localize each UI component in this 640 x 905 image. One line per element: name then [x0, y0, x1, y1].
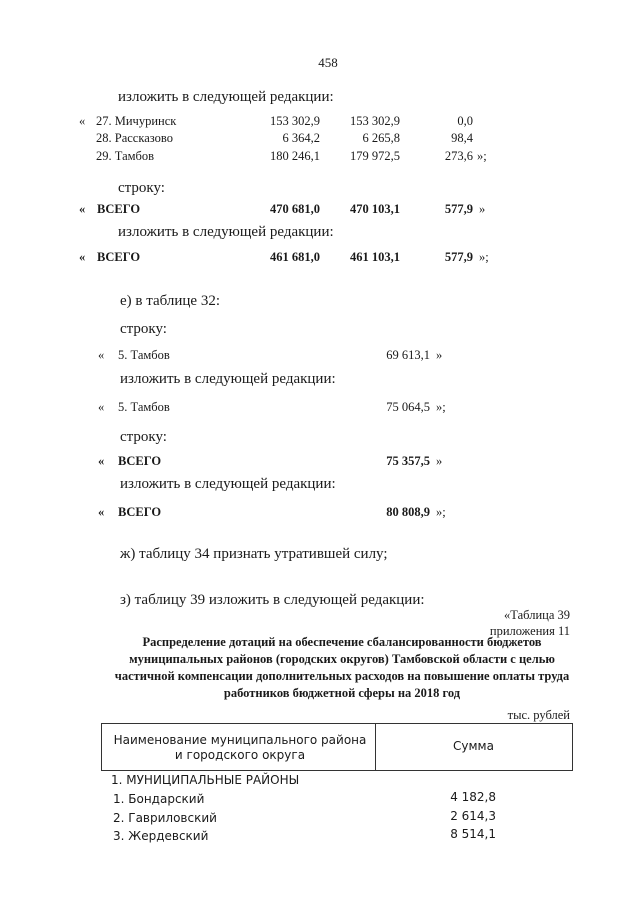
open-quote: «: [79, 114, 86, 128]
row-value-2: 461 103,1: [350, 250, 400, 264]
close-quote: »;: [479, 250, 489, 264]
line-label: строку:: [120, 321, 167, 337]
row-value-2: 470 103,1: [350, 202, 400, 216]
row-value-2: 153 302,9: [350, 114, 400, 128]
line-label: строку:: [120, 429, 167, 445]
open-quote: «: [98, 348, 105, 362]
district-name: 2. Гавриловский: [113, 811, 217, 825]
amend-intro: изложить в следующей редакции:: [120, 476, 336, 492]
row-label: ВСЕГО: [97, 202, 141, 216]
section-zh: ж) таблицу 34 признать утратившей силу;: [120, 546, 388, 562]
amend-intro: изложить в следующей редакции:: [118, 224, 334, 240]
column-header-name: Наименование муниципального района и городского округа: [113, 733, 367, 762]
open-quote: «: [79, 202, 86, 216]
row-value: 69 613,1: [386, 348, 430, 362]
row-value-3: 0,0: [457, 114, 473, 128]
row-label: ВСЕГО: [118, 505, 162, 519]
row-value: 75 064,5: [386, 400, 430, 414]
row-label: 28. Рассказово: [96, 131, 173, 145]
district-sum: 4 182,8: [450, 790, 496, 804]
section-e-heading: е) в таблице 32:: [120, 293, 221, 309]
open-quote: «: [98, 454, 105, 468]
close-quote: »;: [436, 400, 446, 414]
row-value-3: 577,9: [444, 202, 473, 216]
row-value-1: 180 246,1: [270, 149, 320, 163]
row-value-2: 6 265,8: [362, 131, 400, 145]
close-quote: »;: [436, 505, 446, 519]
row-value: 80 808,9: [386, 505, 430, 519]
table-title: Распределение дотаций на обеспечение сбалансированности бюджетов муниципальных районов (городских округов) Тамбовской области с целью частичной компенсации дополнительных расходов на повышение оплаты труда работников бюджетной сферы на 2018 год: [114, 635, 570, 700]
row-label: 29. Тамбов: [96, 149, 155, 163]
open-quote: «: [98, 505, 105, 519]
close-quote: »: [479, 202, 486, 216]
row-value-1: 6 364,2: [282, 131, 320, 145]
table-ref-line1: «Таблица 39: [504, 608, 570, 622]
amend-intro: изложить в следующей редакции:: [120, 371, 336, 387]
row-value-1: 461 681,0: [270, 250, 320, 264]
district-name: 1. Бондарский: [113, 792, 205, 806]
row-label: ВСЕГО: [118, 454, 162, 468]
row-value-3: 577,9: [444, 250, 473, 264]
row-label: 27. Мичуринск: [96, 114, 177, 128]
close-quote: »;: [477, 149, 487, 163]
close-quote: »: [436, 454, 443, 468]
row-label: ВСЕГО: [97, 250, 141, 264]
district-name: 3. Жердевский: [113, 829, 209, 843]
row-value-1: 153 302,9: [270, 114, 320, 128]
open-quote: «: [98, 400, 105, 414]
row-label: 5. Тамбов: [118, 348, 170, 362]
units-label: тыс. рублей: [507, 708, 570, 722]
column-header-sum: Сумма: [453, 739, 494, 753]
group-heading: 1. МУНИЦИПАЛЬНЫЕ РАЙОНЫ: [111, 773, 300, 787]
amend-intro: изложить в следующей редакции:: [118, 89, 334, 105]
district-sum: 2 614,3: [450, 809, 496, 823]
page-number: 458: [318, 55, 338, 70]
close-quote: »: [436, 348, 443, 362]
row-label: 5. Тамбов: [118, 400, 170, 414]
line-label: строку:: [118, 180, 165, 196]
row-value-2: 179 972,5: [350, 149, 400, 163]
open-quote: «: [79, 250, 86, 264]
row-value: 75 357,5: [386, 454, 430, 468]
table-ref-line2: приложения 11: [489, 624, 570, 638]
section-z: з) таблицу 39 изложить в следующей редакции:: [120, 592, 425, 608]
row-value-3: 98,4: [451, 131, 473, 145]
district-sum: 8 514,1: [450, 827, 496, 841]
row-value-3: 273,6: [444, 149, 473, 163]
row-value-1: 470 681,0: [270, 202, 320, 216]
